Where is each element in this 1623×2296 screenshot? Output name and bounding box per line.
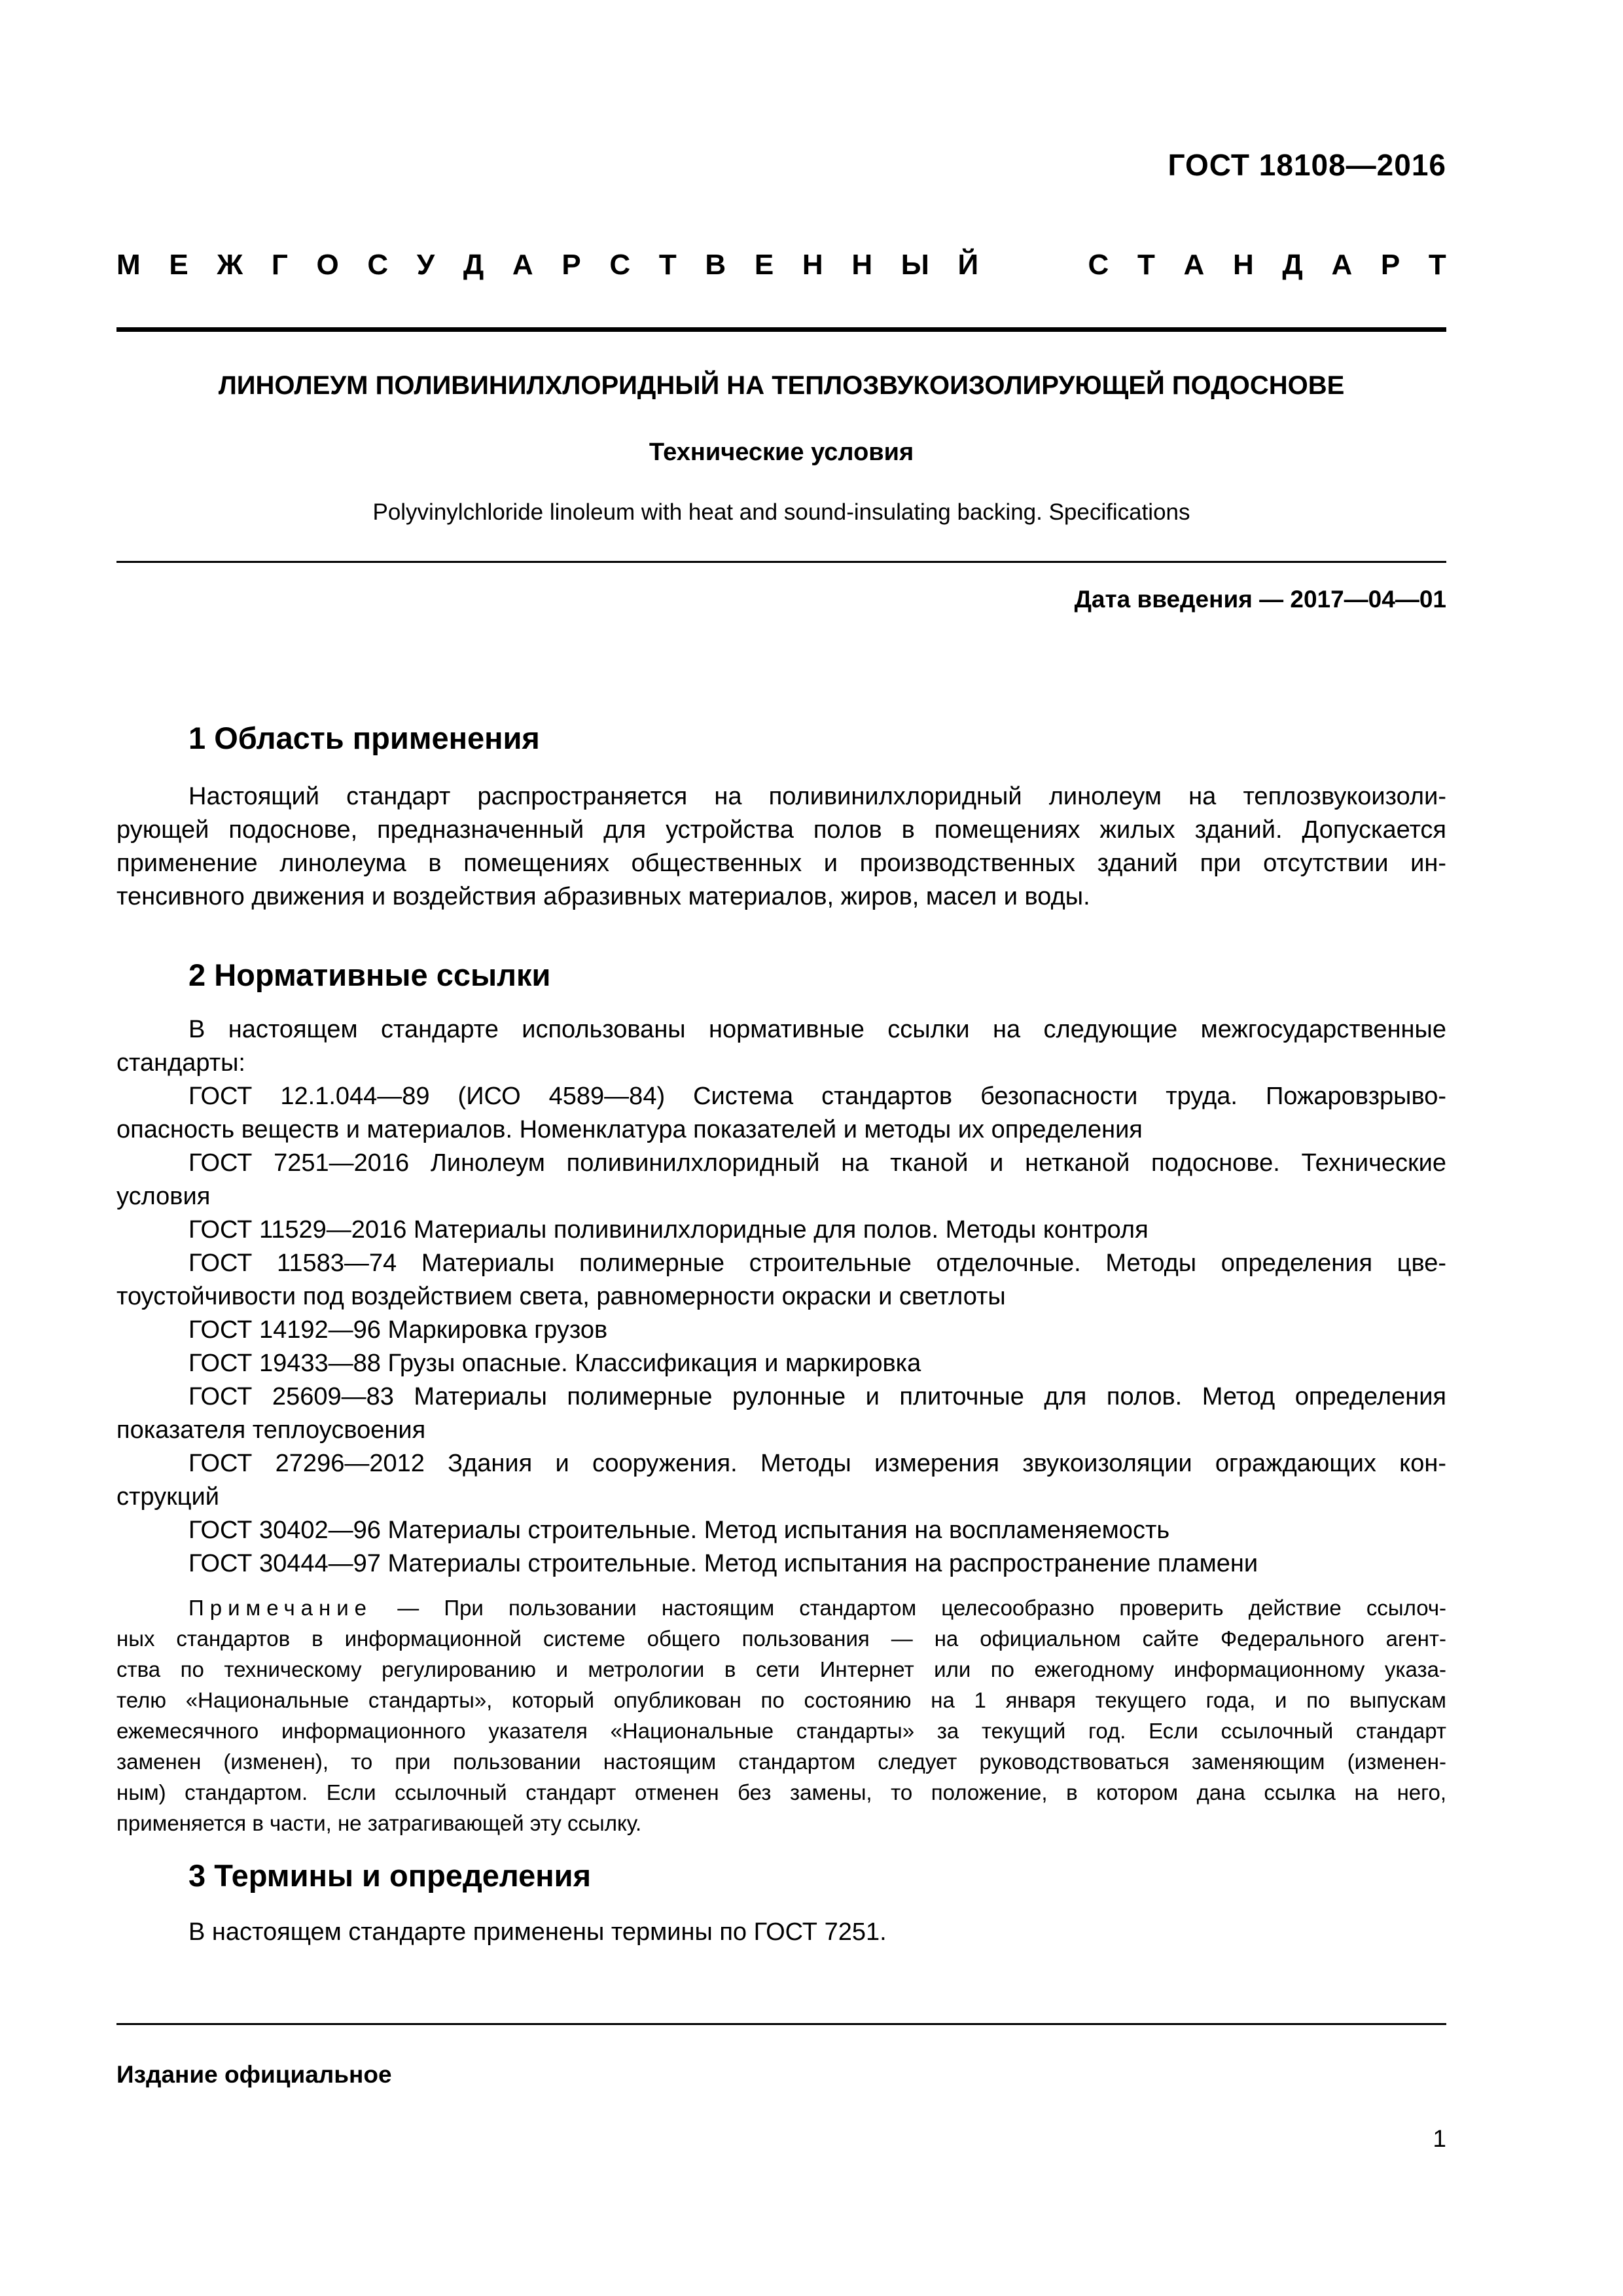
banner-letter: Н <box>1232 249 1254 281</box>
banner-letter: Т <box>1428 249 1446 281</box>
reference-line: показателя теплоусвоения <box>116 1416 426 1444</box>
official-edition-label: Издание официальное <box>116 2061 392 2088</box>
reference-line: ГОСТ 19433—88 Грузы опасные. Классификация и маркировка <box>188 1350 921 1377</box>
banner-letter: Р <box>1380 249 1400 281</box>
reference-line: ГОСТ 30402—96 Материалы строительные. Метод испытания на воспламеняемость <box>188 1516 1170 1544</box>
reference-line: ГОСТ 11583—74 Материалы полимерные строительные отделочные. Методы определения цве- <box>188 1249 1446 1277</box>
reference-line: ГОСТ 12.1.044—89 (ИСО 4589—84) Система стандартов безопасности труда. Пожаровзрыво- <box>188 1083 1446 1110</box>
section-3-heading: 3 Термины и определения <box>188 1858 591 1893</box>
reference-line: ГОСТ 11529—2016 Материалы поливинилхлоридные для полов. Методы контроля <box>188 1216 1149 1244</box>
banner-letter: Е <box>754 249 774 281</box>
note-first-line <box>116 1592 1446 1623</box>
reference-line: ГОСТ 7251—2016 Линолеум поливинилхлоридный на тканой и нетканой подоснове. Технические <box>188 1149 1446 1177</box>
reference-line: В настоящем стандарте использованы нормативные ссылки на следующие межгосударственные <box>188 1016 1446 1043</box>
banner-letter: Т <box>1137 249 1155 281</box>
reference-line: ГОСТ 14192—96 Маркировка грузов <box>188 1316 608 1344</box>
interstate-standard-banner <box>116 249 1446 281</box>
note-first-line-text: — При пользовании настоящим стандартом целесообразно проверить действие ссылоч- <box>397 1596 1447 1620</box>
normative-references-list <box>116 1013 1446 1581</box>
reference-line: ГОСТ 25609—83 Материалы полимерные рулонные и плиточные для полов. Метод определения <box>188 1383 1446 1410</box>
banner-letter: М <box>116 249 141 281</box>
note-line: применяется в части, не затрагивающей эту ссылку. <box>116 1811 642 1835</box>
reference-line: условия <box>116 1183 211 1210</box>
banner-letter: Н <box>802 249 823 281</box>
document-subtitle-ru: Технические условия <box>649 439 914 466</box>
note-line: телю «Национальные стандарты», который опубликован по состоянию на 1 января текущего года, и по выпускам <box>116 1688 1446 1712</box>
banner-letter: Г <box>271 249 288 281</box>
section-1-heading: 1 Область применения <box>188 721 540 755</box>
document-title-ru: ЛИНОЛЕУМ ПОЛИВИНИЛХЛОРИДНЫЙ НА ТЕПЛОЗВУКОИЗОЛИРУЮЩЕЙ ПОДОСНОВЕ <box>218 371 1345 400</box>
reference-line: струкций <box>116 1483 219 1511</box>
section-1-line: применение линолеума в помещениях общественных и производственных зданий при отсутствии ин- <box>116 850 1446 877</box>
note-line: ных стандартов в информационной системе общего пользования — на официальном сайте Федерального агент- <box>116 1626 1446 1651</box>
references-note <box>116 1592 1446 1839</box>
section-1-line: рующей подоснове, предназначенный для устройства полов в помещениях жилых зданий. Допускается <box>116 816 1446 844</box>
header-rule <box>116 327 1446 332</box>
section-1-line: Настоящий стандарт распространяется на поливинилхлоридный линолеум на теплозвукоизоли- <box>188 783 1446 810</box>
banner-letter: Й <box>957 249 979 281</box>
banner-letter: А <box>1183 249 1205 281</box>
banner-letter: С <box>609 249 631 281</box>
section-1-line: тенсивного движения и воздействия абразивных материалов, жиров, масел и воды. <box>116 883 1090 910</box>
standard-number: ГОСТ 18108—2016 <box>1168 148 1446 182</box>
banner-letter: Е <box>169 249 188 281</box>
banner-letter: В <box>705 249 726 281</box>
banner-letter: Д <box>463 249 484 281</box>
section-1-body <box>116 780 1446 914</box>
banner-letter: Н <box>851 249 873 281</box>
section-3-body <box>116 1916 1446 1949</box>
reference-line: тоустойчивости под воздействием света, равномерности окраски и светлоты <box>116 1283 1006 1310</box>
title-rule <box>116 561 1446 563</box>
introduction-date: Дата введения — 2017—04—01 <box>1074 586 1446 613</box>
banner-letter: Р <box>562 249 581 281</box>
banner-letter: С <box>1088 249 1109 281</box>
page-number: 1 <box>1433 2125 1446 2152</box>
footer-rule <box>116 2023 1446 2025</box>
document-title-en: Polyvinylchloride linoleum with heat and sound-insulating backing. Specifications <box>372 499 1190 525</box>
note-line: заменен (изменен), то при пользовании настоящим стандартом следует руководствоваться заменяющим (изменен- <box>116 1749 1446 1774</box>
reference-line: ГОСТ 30444—97 Материалы строительные. Метод испытания на распространение пламени <box>188 1550 1258 1577</box>
banner-letter: С <box>367 249 389 281</box>
note-line: ным) стандартом. Если ссылочный стандарт отменен без замены, то положение, в котором дана ссылка на него, <box>116 1780 1446 1804</box>
banner-letter: А <box>512 249 533 281</box>
note-line: ства по техническому регулированию и метрологии в сети Интернет или по ежегодному информационному указа- <box>116 1657 1446 1681</box>
banner-letter: Ы <box>901 249 929 281</box>
reference-line: опасность веществ и материалов. Номенклатура показателей и методы их определения <box>116 1116 1143 1143</box>
banner-letter: Д <box>1282 249 1303 281</box>
banner-letter: О <box>316 249 339 281</box>
section-2-heading: 2 Нормативные ссылки <box>188 958 551 992</box>
banner-letter: А <box>1331 249 1353 281</box>
section-3-text: В настоящем стандарте применены термины по ГОСТ 7251. <box>188 1918 887 1946</box>
banner-letter: У <box>416 249 435 281</box>
banner-letter: Ж <box>217 249 243 281</box>
note-line: ежемесячного информационного указателя «Национальные стандарты» за текущий год. Если ссылочный стандарт <box>116 1719 1446 1743</box>
banner-letter: Т <box>658 249 677 281</box>
reference-line: стандарты: <box>116 1049 245 1077</box>
banner-word-gap <box>1007 249 1060 281</box>
note-label: Примечание <box>188 1596 373 1620</box>
reference-line: ГОСТ 27296—2012 Здания и сооружения. Методы измерения звукоизоляции ограждающих кон- <box>188 1450 1446 1477</box>
